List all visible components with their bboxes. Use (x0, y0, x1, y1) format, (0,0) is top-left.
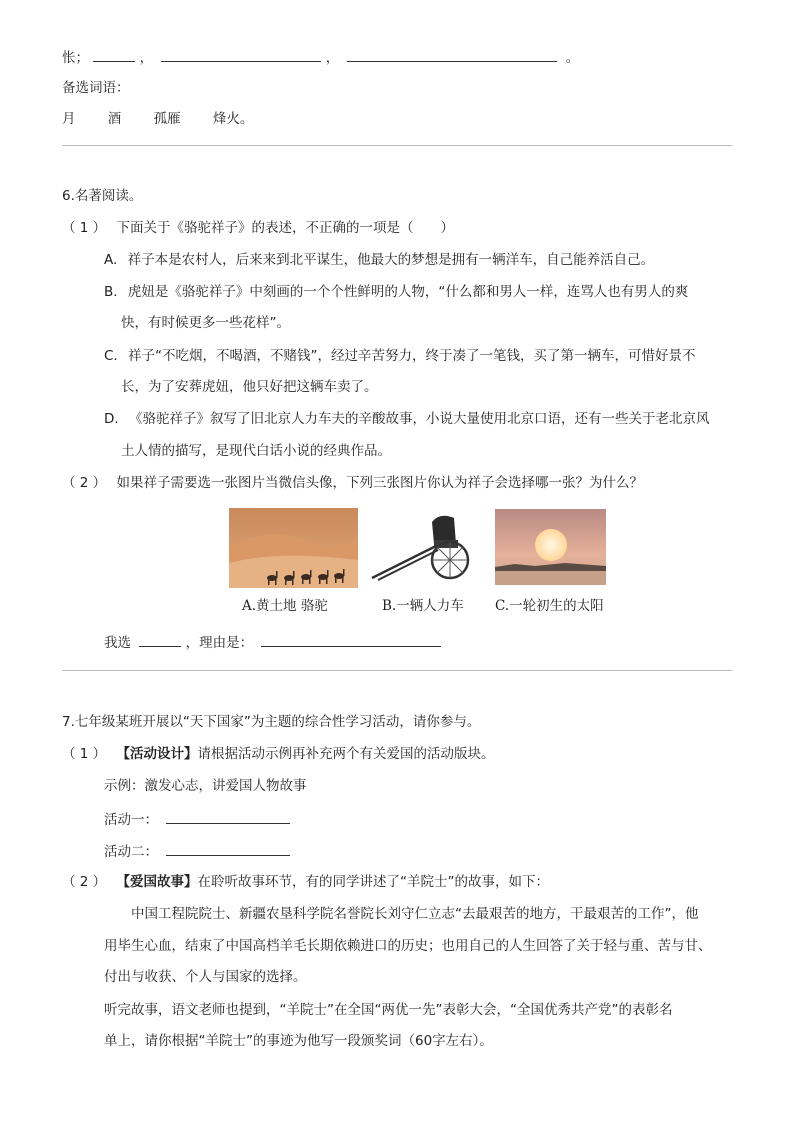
caption-c: C.一轮初生的太阳 (495, 598, 604, 614)
answer-blank-1[interactable] (93, 47, 135, 62)
part-text: 如果祥子需要选一张图片当微信头像，下列三张图片你认为祥子会选择哪一张？为什么？ (116, 475, 643, 491)
q6-part1 (62, 219, 454, 237)
rickshaw-image[interactable] (370, 510, 478, 584)
option-b-cont: 快，有时候更多一些花样”。 (121, 315, 290, 331)
part-text: 请根据活动示例再补充两个有关爱国的活动版块。 (197, 746, 495, 762)
option-b[interactable] (104, 283, 688, 301)
option-c-cont: 长，为了安葬虎妞，他只好把这辆车卖了。 (121, 379, 378, 395)
activity-2-line (104, 841, 290, 861)
answer-blank-2[interactable] (161, 47, 321, 62)
option-text: 虎妞是《骆驼祥子》中刻画的一个个性鲜明的人物，“什么都和男人一样，连骂人也有男人的爽 (127, 284, 689, 300)
comma: ， (139, 50, 154, 66)
reason-blank[interactable] (261, 632, 441, 647)
sun-icon (495, 509, 606, 585)
rickshaw-icon (370, 510, 478, 584)
instruction-line: 听完故事，语文老师也提到，“羊院士”在全国“两优一先”表彰大会，“全国优秀共产党”的表彰名 (104, 1002, 673, 1018)
option-word: 酒 (107, 111, 122, 127)
option-text: 祥子本是农村人，后来来到北平谋生，他最大的梦想是拥有一辆洋车，自己能养活自己。 (127, 252, 655, 268)
q6-title: 6.名著阅读。 (62, 188, 143, 204)
part-number: （ 1 ） (62, 746, 107, 762)
option-c[interactable] (104, 347, 696, 365)
option-text: 祥子“不吃烟，不喝酒，不赌钱”，经过辛苦努力，终于凑了一笔钱，买了第一辆车，可惜好景不 (128, 348, 696, 364)
instruction-line: 单上，请你根据“羊院士”的事迹为他写一段颁奖词（60字左右）。 (104, 1033, 493, 1049)
period: 。 (565, 50, 580, 66)
q6-part2 (62, 474, 643, 492)
options-label: 备选词语： (62, 80, 130, 96)
story-line: 中国工程院院士、新疆农垦科学院名誉院长刘守仁立志“去最艰苦的地方，干最艰苦的工作”，他 (131, 906, 699, 922)
option-label: A. (104, 252, 118, 268)
part-number: （ 2 ） (62, 874, 107, 890)
option-word: 月 (62, 111, 76, 127)
example-text: 示例：激发心志，讲爱国人物故事 (104, 778, 307, 794)
q7-title: 7.七年级某班开展以“天下国家”为主题的综合性学习活动，请你参与。 (62, 714, 481, 730)
activity-1-line (104, 809, 290, 829)
option-text: 《骆驼祥子》叙写了旧北京人力车夫的辛酸故事，小说大量使用北京口语，还有一些关于老北京风 (128, 411, 710, 427)
option-word: 烽火。 (212, 111, 254, 127)
divider (62, 145, 732, 146)
choose-label: 我选 (104, 635, 131, 651)
option-a[interactable] (104, 251, 654, 269)
part-number: （ 1 ） (62, 220, 107, 236)
options-list (62, 110, 281, 128)
sunrise-image[interactable] (495, 509, 606, 585)
story-line: 用毕生心血，结束了中国高档羊毛长期依赖进口的历史；也用自己的人生回答了关于轻与重、苦与甘、 (104, 938, 712, 954)
activity-label: 活动一： (104, 812, 158, 828)
q7-part1 (62, 745, 494, 763)
activity-label: 活动二： (104, 844, 158, 860)
option-label: B. (104, 284, 118, 300)
option-label: D. (104, 411, 119, 427)
part-tag: 【爱国故事】 (116, 874, 198, 890)
activity-2-blank[interactable] (166, 841, 290, 856)
q7-part2 (62, 873, 549, 891)
desert-camels-image[interactable] (229, 508, 358, 588)
option-d-cont: 土人情的描写，是现代白话小说的经典作品。 (121, 443, 391, 459)
answer-blank-3[interactable] (347, 47, 557, 62)
option-label: C. (104, 348, 118, 364)
part-text: 下面关于《骆驼祥子》的表述，不正确的一项是（ ） (116, 220, 454, 236)
comma: ， (325, 50, 340, 66)
choose-line (104, 632, 441, 652)
option-d[interactable] (104, 410, 709, 428)
story-line: 付出与收获、个人与国家的选择。 (104, 969, 307, 985)
reason-label: ，理由是： (185, 635, 254, 651)
desert-camels-icon (229, 508, 358, 588)
part-tag: 【活动设计】 (116, 746, 198, 762)
divider (62, 670, 732, 671)
part-number: （ 2 ） (62, 475, 107, 491)
choice-blank[interactable] (139, 632, 181, 647)
caption-a: A.黄土地 骆驼 (242, 598, 328, 614)
activity-1-blank[interactable] (166, 809, 290, 824)
fill-in-line (62, 47, 579, 67)
option-word: 孤雁 (153, 111, 181, 127)
part-text: 在聆听故事环节，有的同学讲述了“羊院士”的故事，如下： (197, 874, 549, 890)
fill-in-lead: 怅； (62, 50, 89, 66)
caption-b: B.一辆人力车 (382, 598, 464, 614)
